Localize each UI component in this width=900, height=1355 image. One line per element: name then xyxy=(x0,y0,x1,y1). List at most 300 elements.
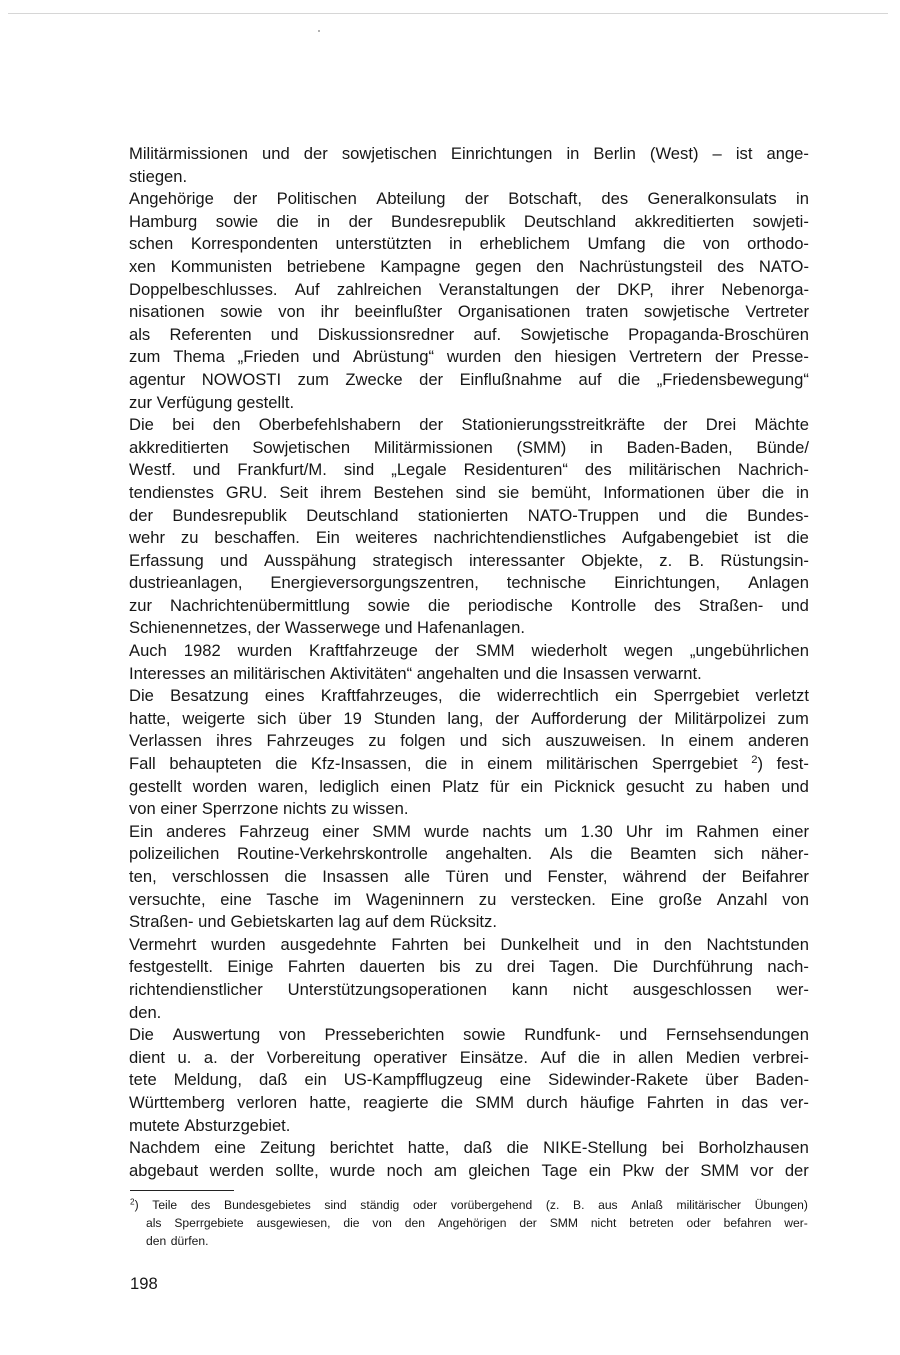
word: der xyxy=(348,211,373,231)
word: zu xyxy=(180,528,199,548)
word: sowie xyxy=(463,1025,506,1045)
word: der xyxy=(663,415,688,435)
word: ein xyxy=(588,1160,611,1180)
word: verwarnt. xyxy=(633,663,702,683)
word: den xyxy=(146,1233,167,1248)
word: Sperrgebiet xyxy=(651,754,738,774)
word: periodische xyxy=(468,595,553,615)
word: Sperrzone xyxy=(201,799,279,819)
word: Die xyxy=(129,686,154,706)
scan-speck xyxy=(318,30,320,32)
paragraph xyxy=(129,821,809,934)
word: ihr xyxy=(320,302,340,322)
word: Fahrten xyxy=(646,1092,704,1112)
text-line xyxy=(129,979,809,1002)
word: den xyxy=(514,347,542,367)
word: einem xyxy=(688,731,734,751)
word: Militärpolizei xyxy=(674,708,766,728)
word: (z. xyxy=(545,1198,560,1212)
word: und xyxy=(781,776,809,796)
word: auszuweisen. xyxy=(545,731,647,751)
word: der xyxy=(714,347,739,367)
word: Residenturen“ xyxy=(463,460,568,480)
word: Eine xyxy=(610,889,644,909)
word: einer xyxy=(322,821,360,841)
word: Unterstützungsoperationen xyxy=(287,979,487,999)
word: eines xyxy=(264,686,305,706)
word: „Frieden xyxy=(237,347,300,367)
word: worden xyxy=(192,776,248,796)
word: in xyxy=(460,754,474,774)
word: Energieversorgungszentren, xyxy=(270,573,479,593)
word: Fenster, xyxy=(547,867,608,886)
word: behaupteten xyxy=(169,754,262,774)
word: über xyxy=(716,482,750,502)
word: Frankfurt/M. xyxy=(237,460,327,480)
word: fest- xyxy=(776,754,809,774)
word: ver- xyxy=(780,1092,809,1112)
word: ein xyxy=(614,686,638,706)
word: und xyxy=(384,618,413,638)
word: zum xyxy=(129,347,161,367)
word: Die xyxy=(129,415,154,435)
word: Dunkelheit xyxy=(500,934,579,954)
word: verschlossen xyxy=(172,867,270,886)
word: wehr xyxy=(129,528,165,548)
word: die xyxy=(590,844,613,864)
word: Ein xyxy=(315,528,340,548)
word: und xyxy=(262,144,290,163)
word: häufige xyxy=(580,1092,635,1112)
word: des xyxy=(584,460,612,480)
word: Fahrzeuges xyxy=(266,731,355,751)
word: des xyxy=(654,595,681,615)
word: verbrei- xyxy=(752,1047,809,1067)
text-line xyxy=(129,685,809,708)
word: Vorbereitung xyxy=(266,1047,361,1067)
paragraph xyxy=(129,414,809,640)
word: nach- xyxy=(767,957,809,977)
word: der xyxy=(638,708,663,728)
word: sich xyxy=(501,731,532,751)
word: ständig xyxy=(360,1198,400,1212)
text-line xyxy=(129,595,809,618)
word: und xyxy=(503,663,532,683)
word: Picknick xyxy=(553,776,615,796)
word: Berlin xyxy=(593,144,636,163)
word: GRU. xyxy=(225,482,268,502)
word: einen xyxy=(390,776,431,796)
word: sind xyxy=(455,482,487,502)
word: bemüht, xyxy=(531,482,592,502)
word: Verfügung xyxy=(156,392,233,412)
word: und xyxy=(593,934,622,954)
word: einer xyxy=(772,821,809,841)
word: des xyxy=(190,1198,211,1212)
word: vorübergehend xyxy=(450,1198,533,1212)
word: der xyxy=(419,369,444,389)
word: Aufforderung xyxy=(531,708,627,728)
word: Zeitung xyxy=(260,1138,316,1158)
word: Rahmen xyxy=(696,821,759,841)
word: in xyxy=(589,437,603,457)
text-line xyxy=(129,1092,809,1115)
word: Vertreter xyxy=(745,302,809,322)
text-line xyxy=(129,934,809,957)
word: Fall xyxy=(129,754,156,774)
word: Württemberg xyxy=(129,1092,225,1112)
word: Insassen xyxy=(322,867,389,886)
text-line xyxy=(129,1047,809,1070)
word: Tagen. xyxy=(548,957,599,977)
word: agentur xyxy=(129,369,186,389)
word: Nachdem xyxy=(129,1138,201,1158)
word: Oberbefehlshabern xyxy=(258,415,401,435)
word: angehalten. xyxy=(445,844,533,864)
word: und xyxy=(459,731,488,751)
text-line xyxy=(129,708,809,731)
word: lang, xyxy=(447,708,484,728)
word: zu xyxy=(330,799,349,819)
word: von xyxy=(702,234,730,254)
word: Hafenanlagen. xyxy=(417,618,525,638)
word: Militärmissionen xyxy=(373,437,493,457)
text-line xyxy=(129,143,809,166)
word: Tasche xyxy=(266,889,319,909)
word: der xyxy=(230,1047,255,1067)
text-line xyxy=(129,1002,809,1025)
word: sich xyxy=(256,708,287,728)
paragraph xyxy=(129,143,809,188)
word: dem xyxy=(392,912,426,932)
word: bei xyxy=(172,415,195,435)
word: Fahrten xyxy=(391,934,449,954)
paragraph xyxy=(129,1137,809,1182)
word: lag xyxy=(338,912,361,932)
word: Organisationen xyxy=(457,302,571,322)
word: dient xyxy=(129,1047,165,1067)
word: wurde xyxy=(330,1160,376,1180)
word: Fernsehsendungen xyxy=(665,1025,809,1045)
word: nisationen xyxy=(129,302,205,322)
word: Beamten xyxy=(629,844,697,864)
word: Platz xyxy=(442,776,479,796)
word: Rüstungsin- xyxy=(720,550,809,570)
word: widerrechtlich xyxy=(497,686,599,706)
word: von xyxy=(129,799,156,819)
word: die xyxy=(618,369,641,389)
word: Aktivitäten“ xyxy=(330,663,413,683)
word: NATO- xyxy=(758,256,809,276)
word: Bundesgebietes xyxy=(224,1198,311,1212)
text-line xyxy=(129,256,809,279)
text-line xyxy=(129,437,809,460)
text-line xyxy=(129,911,809,934)
word: SMM xyxy=(475,1092,515,1112)
word: Straßen- xyxy=(129,912,194,932)
word: DKP, xyxy=(617,279,654,299)
text-line xyxy=(129,640,809,663)
word: Sperrgebiet xyxy=(653,686,740,706)
word: Ausspähung xyxy=(263,550,357,570)
word: die xyxy=(663,234,686,254)
word: zahlreichen xyxy=(336,279,422,299)
word: Türen xyxy=(445,867,489,886)
word: der xyxy=(256,618,281,638)
footnote-line xyxy=(130,1197,808,1215)
word: 19 xyxy=(343,708,362,728)
word: der xyxy=(576,279,600,299)
word: um xyxy=(544,821,568,841)
word: Diskussionsredner xyxy=(317,324,455,344)
word: Nachrich- xyxy=(737,460,809,480)
word: angehalten xyxy=(416,663,499,683)
word: auf. xyxy=(473,324,502,344)
word: a. xyxy=(203,1047,218,1067)
word: sollte, xyxy=(275,1160,319,1180)
word: die xyxy=(276,211,299,231)
word: eine xyxy=(499,1070,532,1090)
word: Baden- xyxy=(755,1070,809,1090)
word: befahren xyxy=(723,1215,772,1230)
page-number: 198 xyxy=(130,1274,158,1293)
word: betreten xyxy=(629,1215,674,1230)
word: wurden xyxy=(211,934,266,954)
word: und xyxy=(192,460,221,480)
word: haben xyxy=(723,776,771,796)
text-line xyxy=(129,166,809,189)
word: wiederholt xyxy=(531,641,608,661)
word: und xyxy=(270,324,299,344)
word: wissen. xyxy=(353,799,409,819)
word: zu xyxy=(478,889,497,909)
word: nachrichtendienstliches xyxy=(433,528,607,548)
word: ausgewiesen, xyxy=(256,1215,331,1230)
word: Wasserwege xyxy=(284,618,381,638)
word: näher- xyxy=(760,844,809,864)
word: Einrichtungen xyxy=(450,144,553,163)
word: den xyxy=(536,256,564,276)
word: zu xyxy=(474,957,493,977)
word: Kfz-Insassen, xyxy=(310,754,412,774)
word: Fahrten xyxy=(287,957,346,977)
text-line xyxy=(129,843,809,866)
word: Auch xyxy=(129,641,167,661)
text-line xyxy=(129,279,809,302)
word: vor xyxy=(750,1160,774,1180)
word: ausgeschlossen xyxy=(632,979,752,999)
word: Bestehen xyxy=(373,482,444,502)
word: sie xyxy=(498,482,520,502)
word: Die xyxy=(613,957,639,977)
word: akkreditierten xyxy=(129,437,229,457)
word: bis xyxy=(439,957,461,977)
word: Baden-Baden, xyxy=(626,437,733,457)
word: als xyxy=(129,324,151,344)
word: Übungen) xyxy=(754,1198,808,1212)
text-line xyxy=(129,459,809,482)
word: Kraftfahrzeuge xyxy=(309,641,418,661)
text-line xyxy=(129,776,809,799)
word: Schienennetzes, xyxy=(129,618,252,638)
word: hiesigen xyxy=(554,347,617,367)
word: Routine-Verkehrskontrolle xyxy=(236,844,428,864)
text-line xyxy=(129,572,809,595)
word: weigerte xyxy=(182,708,246,728)
text-line xyxy=(129,1115,809,1138)
text-line xyxy=(129,505,809,528)
word: kann xyxy=(511,979,548,999)
word: Durchführung xyxy=(652,957,753,977)
word: betriebene xyxy=(286,256,366,276)
word: „Legale xyxy=(391,460,447,480)
word: in xyxy=(612,1047,626,1067)
text-line xyxy=(129,730,809,753)
word: wer- xyxy=(776,979,809,999)
word: berichtet xyxy=(329,1138,394,1158)
text-line xyxy=(129,753,809,776)
body-text xyxy=(129,143,809,1182)
text-line xyxy=(129,369,809,392)
word: Tage xyxy=(541,1160,578,1180)
word: der xyxy=(233,189,258,209)
word: Bünde/ xyxy=(756,437,809,457)
word: Presseberichten xyxy=(324,1025,445,1045)
word: Besatzung xyxy=(170,686,249,706)
word: Medien xyxy=(685,1047,741,1067)
word: verletzt xyxy=(755,686,809,706)
word: stiegen. xyxy=(129,166,188,186)
word: SMM xyxy=(700,1160,740,1180)
word: reagierte xyxy=(363,1092,429,1112)
word: $^2$) xyxy=(751,753,764,774)
word: Einige xyxy=(227,957,274,977)
word: B. xyxy=(573,1198,585,1212)
word: Informationen xyxy=(603,482,705,502)
text-line xyxy=(129,821,809,844)
paragraph xyxy=(129,934,809,1024)
word: den xyxy=(404,1215,425,1230)
word: militärischen xyxy=(233,663,326,683)
word: drei xyxy=(506,957,535,977)
word: SMM xyxy=(549,1215,578,1230)
word: anderen xyxy=(748,731,809,751)
word: hatte, xyxy=(407,1138,450,1158)
word: in xyxy=(716,1092,730,1112)
word: Vertretern xyxy=(629,347,703,367)
word: die xyxy=(705,505,728,525)
word: NATO-Truppen xyxy=(527,505,639,525)
word: sind xyxy=(324,1198,347,1212)
word: Rundfunk- xyxy=(524,1025,601,1045)
word: die xyxy=(761,482,785,502)
word: z. xyxy=(659,550,673,570)
word: wer- xyxy=(784,1215,808,1230)
word: operativer xyxy=(373,1047,448,1067)
text-line xyxy=(129,211,809,234)
word: beeinflußter xyxy=(354,302,443,322)
word: weiteres xyxy=(355,528,418,548)
word: der xyxy=(784,1160,809,1180)
word: Sowjetischen xyxy=(252,437,351,457)
word: einem xyxy=(487,754,533,774)
word: Stunden xyxy=(373,708,436,728)
word: Erfassung xyxy=(129,550,204,570)
word: wurde xyxy=(424,821,470,841)
word: Teile xyxy=(152,1198,178,1212)
word: ist xyxy=(754,528,771,548)
word: über xyxy=(705,1070,739,1090)
word: über xyxy=(298,708,332,728)
word: in xyxy=(317,211,331,231)
word: Einsätze. xyxy=(459,1047,529,1067)
word: Kontrolle xyxy=(570,595,637,615)
word: Anlaß xyxy=(631,1198,663,1212)
word: alle xyxy=(404,867,430,886)
paragraph xyxy=(129,188,809,414)
word: den xyxy=(212,415,241,435)
word: Nachrichtenübermittlung xyxy=(169,595,350,615)
word: und xyxy=(198,912,226,932)
word: große xyxy=(658,889,702,909)
word: im xyxy=(665,821,684,841)
word: Abteilung xyxy=(376,189,446,209)
word: die xyxy=(506,1138,529,1158)
word: Politischen xyxy=(276,189,357,209)
word: Als xyxy=(549,844,573,864)
word: zu xyxy=(368,731,386,751)
word: Auf xyxy=(540,1047,566,1067)
word: mutete xyxy=(129,1115,180,1135)
word: Drei xyxy=(705,415,737,435)
text-line xyxy=(129,866,809,889)
word: die xyxy=(425,754,448,774)
word: Nachrüstungsteil xyxy=(578,256,703,276)
word: Deutschland xyxy=(306,505,399,525)
word: Bundesrepublik xyxy=(391,211,506,231)
word: sich xyxy=(713,844,744,864)
word: abgebaut xyxy=(129,1160,199,1180)
footnote-line xyxy=(130,1215,808,1233)
word: Borholzhausen xyxy=(698,1138,809,1158)
word: sowie xyxy=(215,211,259,231)
paragraph xyxy=(129,685,809,821)
word: an xyxy=(210,663,229,683)
word: Nebenorga- xyxy=(721,279,809,299)
word: traten xyxy=(585,302,629,322)
word: Sidewinder-Rakete xyxy=(548,1070,689,1090)
word: gesucht xyxy=(625,776,685,796)
word: zu xyxy=(695,776,713,796)
word: und xyxy=(312,347,340,367)
word: In xyxy=(660,731,675,751)
word: in xyxy=(449,234,463,254)
text-line xyxy=(129,956,809,979)
word: sowjetische xyxy=(643,302,730,322)
word: unterstützten xyxy=(335,234,432,254)
word: als xyxy=(146,1215,162,1230)
word: akkreditierten xyxy=(634,211,735,231)
word: den. xyxy=(129,1002,162,1022)
text-line xyxy=(129,550,809,573)
word: daß xyxy=(258,1070,288,1090)
word: Sowjetische xyxy=(520,324,609,344)
word: nicht xyxy=(572,979,608,999)
word: Korrespondenten xyxy=(190,234,319,254)
word: des xyxy=(601,189,629,209)
word: zur xyxy=(129,595,153,615)
word: US-Kampfflugzeug xyxy=(343,1070,483,1090)
